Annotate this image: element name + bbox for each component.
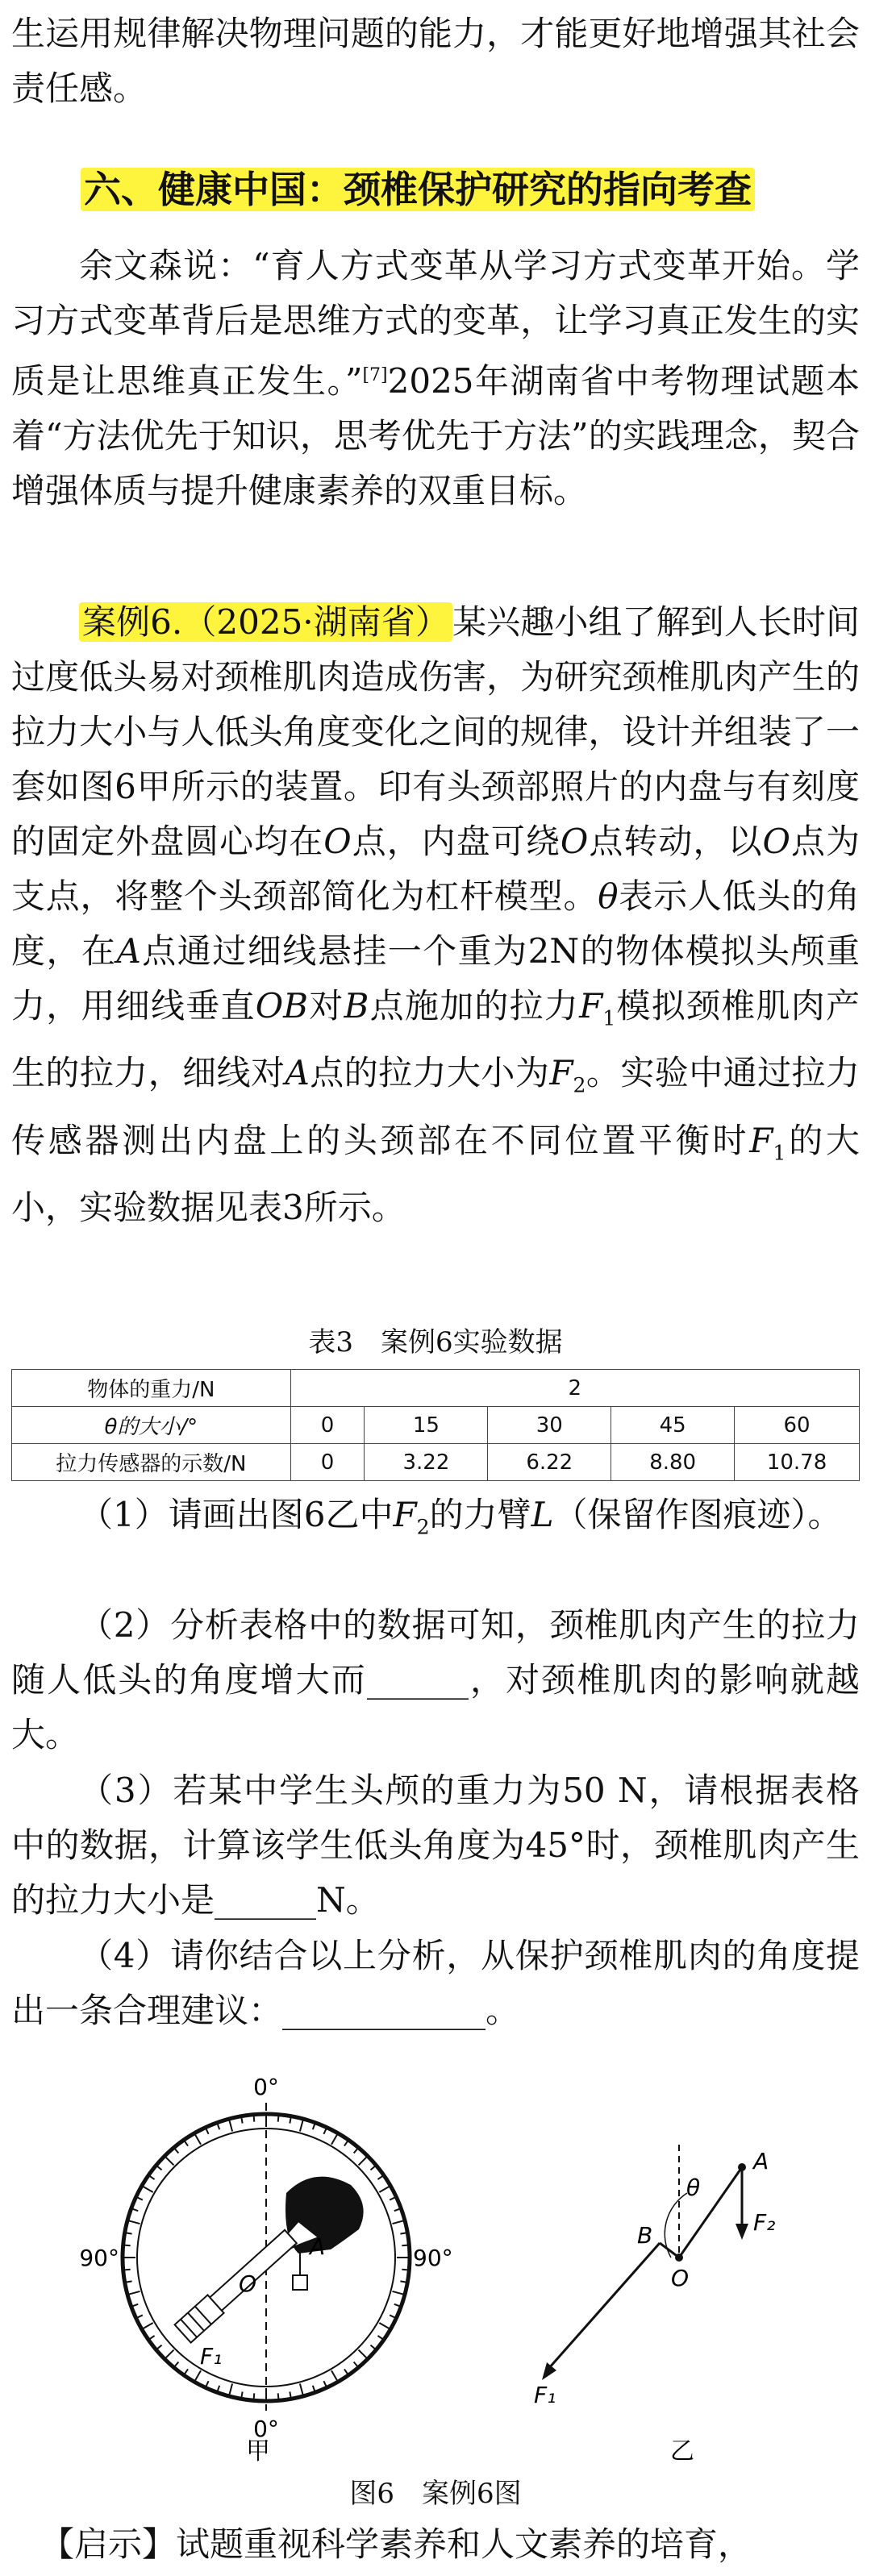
row-label-angle: θ的大小/°	[12, 1407, 291, 1444]
dial-tick	[370, 2345, 376, 2350]
reading-cell: 10.78	[735, 1444, 860, 1481]
angle-cell: 60	[735, 1407, 860, 1444]
question-4: （4）请你结合以上分析，从保护颈椎肌肉的角度提出一条合理建议：____________。	[11, 1936, 860, 2030]
enlightenment-paragraph: 【启示】试题重视科学素养和人文素养的培育，	[40, 2524, 752, 2564]
table-row	[12, 1370, 860, 1407]
angle-cell: 0	[290, 1407, 365, 1444]
table-row	[12, 1407, 860, 1444]
dial-tick	[142, 2323, 153, 2329]
dial-tick	[379, 2186, 390, 2192]
paragraph-yu-wensen: 余文森说：“育人方式变革从学习方式变革开始。学习方式变革背后是思维方式的变革，让学习真正发生的实质是让思维真正发生。”[7]2025年湖南省中考物理试题本着“方法优先于知识，思考优先于方法”的实践理念，契合增强体质与提升健康素养的双重目标。	[11, 246, 860, 510]
data-table	[11, 1369, 860, 1481]
label-f2-yi: F₂	[753, 2209, 776, 2236]
dial-tick	[359, 2156, 368, 2165]
label-a-yi: A	[753, 2148, 769, 2174]
intro-paragraph-tail: 生运用规律解决物理问题的能力，才能更好地增强其社会责任感。	[11, 14, 860, 108]
dial-tick	[392, 2220, 404, 2224]
row-label-weight: 物体的重力/N	[12, 1370, 291, 1407]
table-row	[12, 1444, 860, 1481]
dial-tick	[331, 2370, 338, 2382]
dial-tick	[370, 2166, 376, 2170]
point-a	[738, 2163, 746, 2171]
dial-tick	[278, 2115, 279, 2122]
reading-cell: 3.22	[365, 1444, 488, 1481]
case-label: 案例6.（2025·湖南省）	[79, 602, 452, 642]
table-caption: 表3 案例6实验数据	[308, 1326, 563, 1359]
angle-cell: 30	[488, 1407, 611, 1444]
label-b-yi: B	[637, 2222, 653, 2249]
label-a-jia: A	[310, 2233, 326, 2260]
label-jia: 甲	[246, 2437, 270, 2466]
question-2: （2）分析表格中的数据可知，颈椎肌肉产生的拉力随人低头的角度增大而______，对颈椎肌肉的影响就越大。	[11, 1605, 860, 1754]
figure-caption: 图6 案例6图	[349, 2478, 522, 2510]
dial-tick	[331, 2133, 338, 2145]
label-f1-jia: F₁	[200, 2343, 223, 2370]
dial-tick	[165, 2350, 173, 2359]
dial-tick	[229, 2119, 232, 2131]
force-f2-arrowhead	[736, 2224, 748, 2240]
force-f1-line	[548, 2243, 660, 2369]
dial-tick	[156, 2345, 162, 2350]
dial-tick	[278, 2393, 279, 2400]
dial-tick	[229, 2383, 232, 2395]
force-f1-arrowhead	[542, 2362, 556, 2380]
point-o	[675, 2253, 683, 2262]
dial-tick	[194, 2133, 201, 2145]
dial-tick	[300, 2383, 303, 2395]
dial-tick	[359, 2350, 368, 2359]
dial-tick	[127, 2220, 140, 2224]
dial-tick	[142, 2186, 153, 2192]
section-heading	[81, 161, 755, 218]
dial-label-top: 0°	[253, 2074, 279, 2100]
dial-tick	[379, 2323, 390, 2329]
angle-cell: 15	[365, 1407, 488, 1444]
dial-label-bottom: 0°	[253, 2416, 279, 2442]
dial-tick	[174, 2148, 179, 2154]
reading-cell: 8.80	[611, 1444, 735, 1481]
dial-tick	[165, 2156, 173, 2165]
reference-mark: [7]	[362, 365, 388, 385]
dial-tick	[127, 2291, 140, 2295]
reading-cell: 6.22	[488, 1444, 611, 1481]
section-heading-text: 六、健康中国：颈椎保护研究的指向考查	[81, 168, 755, 211]
reading-cell: 0	[290, 1444, 365, 1481]
dial-tick	[354, 2148, 359, 2154]
dial-label-right: 90°	[413, 2245, 453, 2271]
label-f1-yi: F₁	[534, 2382, 556, 2408]
dial-label-left: 90°	[79, 2245, 119, 2271]
dial-tick	[156, 2166, 162, 2170]
row-label-reading: 拉力传感器的示数/N	[12, 1444, 291, 1481]
figure-6	[0, 2064, 871, 2467]
weight-value: 2	[290, 1370, 859, 1407]
dial-tick	[300, 2119, 303, 2131]
enlightenment-label: 【启示】	[40, 2524, 177, 2564]
label-o-jia: O	[238, 2270, 256, 2297]
label-o-yi: O	[671, 2265, 690, 2291]
dial-tick	[253, 2393, 254, 2400]
question-1: （1）请画出图6乙中$F_2$的力臂L（保留作图痕迹）。	[79, 1495, 842, 1539]
dial-tick	[354, 2362, 359, 2367]
dial-tick	[392, 2291, 404, 2295]
label-yi: 乙	[670, 2437, 694, 2466]
dial-tick	[174, 2362, 179, 2367]
lever-diagram-yi	[534, 2145, 775, 2466]
angle-cell: 45	[611, 1407, 735, 1444]
case-paragraph: 案例6.（2025·湖南省）某兴趣小组了解到人长时间过度低头易对颈椎肌肉造成伤害，为研究颈椎肌肉产生的拉力大小与人低头角度变化之间的规律，设计并组装了一套如图6甲所示的装置。印有头颈部照片的内盘与有刻度的固定外盘圆心均在O点，内盘可绕O点转动，以O点为支点，将整个头颈部简化为杠杆模型。θ表示人低头的角度，在A点通过细线悬挂一个重为2N的物体模拟头颅重力，用细线垂直OB对B点施加的拉力$F_1$模拟颈椎肌肉产生的拉力，细线对A点的拉力大小为$F_2$。实验中通过拉力传感器测出内盘上的头颈部在不同位置平衡时$F_1$的大小，实验数据见表3所示。	[11, 602, 860, 1228]
question-3: （3）若某中学生头颅的重力为50 N，请根据表格中的数据，计算该学生低头角度为45°时，颈椎肌肉产生的拉力大小是______N。	[11, 1771, 860, 1920]
dial-tick	[194, 2370, 201, 2382]
dial-tick	[253, 2115, 254, 2122]
force-sensor	[175, 2228, 299, 2343]
apparatus-jia	[79, 2074, 452, 2466]
label-theta: θ	[686, 2174, 701, 2201]
hanging-weight	[293, 2275, 307, 2290]
